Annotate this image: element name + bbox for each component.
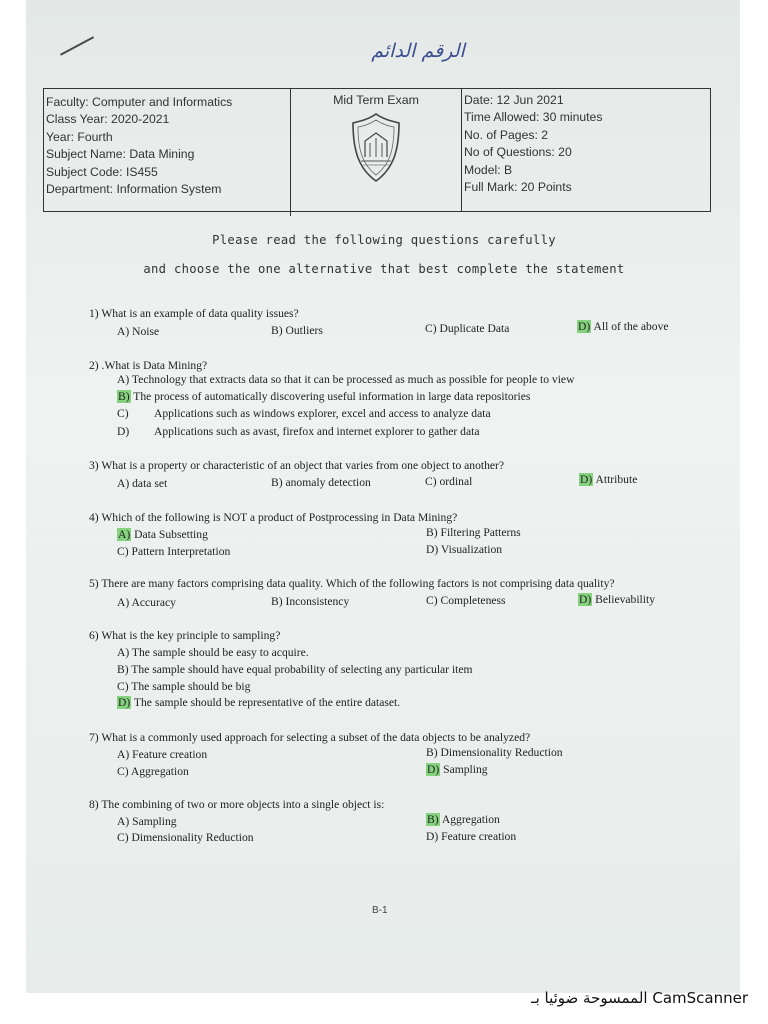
question-2-option-d: D) Applications such as avast, firefox and internet explorer to gather data <box>117 425 480 438</box>
question-8-option-b-answer: B) Aggregation <box>427 813 500 826</box>
header-model: Model: B <box>464 162 513 177</box>
question-3-option-d-answer: D) Attribute <box>580 473 638 486</box>
question-7-option-d-answer: D) Sampling <box>427 763 488 776</box>
question-4-option-d: D) Visualization <box>426 543 503 556</box>
question-3-option-c: C) ordinal <box>425 475 473 488</box>
question-4-option-c: C) Pattern Interpretation <box>117 545 231 558</box>
header-department: Department: Information System <box>46 182 222 197</box>
question-8-option-a: A) Sampling <box>117 815 177 828</box>
question-2-option-b-answer: B) The process of automatically discovering useful information in large data repositories <box>118 390 531 403</box>
exam-title: Mid Term Exam <box>333 93 419 107</box>
question-3-option-a: A) data set <box>117 477 168 490</box>
header-pages: No. of Pages: 2 <box>464 127 549 142</box>
header-time-allowed: Time Allowed: 30 minutes <box>464 110 603 125</box>
header-subject-name: Subject Name: Data Mining <box>46 147 195 162</box>
header-class-year: Class Year: 2020-2021 <box>46 112 170 127</box>
question-2-option-a: A) Technology that extracts data so that it can be processed as much as possible for people to view <box>117 373 575 386</box>
question-6-option-b: B) The sample should have equal probability of selecting any particular item <box>117 663 473 676</box>
question-5-option-b: B) Inconsistency <box>271 595 350 608</box>
question-8-option-d: D) Feature creation <box>426 830 517 843</box>
question-1-option-c: C) Duplicate Data <box>425 322 510 335</box>
question-4-text: 4) Which of the following is NOT a product of Postprocessing in Data Mining? <box>89 511 458 524</box>
header-subject-code: Subject Code: IS455 <box>46 164 158 179</box>
question-7-text: 7) What is a commonly used approach for selecting a subset of the data objects to be analyzed? <box>89 731 531 744</box>
question-6-option-d-answer: D) The sample should be representative of the entire dataset. <box>118 696 401 709</box>
answer-highlight: A) <box>118 528 131 541</box>
page-number: B-1 <box>372 905 388 916</box>
question-1-option-b: B) Outliers <box>271 324 323 337</box>
university-seal-icon <box>339 111 413 185</box>
answer-highlight: D) <box>580 473 593 486</box>
answer-highlight: D) <box>118 696 131 709</box>
question-8-option-c: C) Dimensionality Reduction <box>117 831 254 844</box>
question-5-option-c: C) Completeness <box>426 594 506 607</box>
header-faculty: Faculty: Computer and Informatics <box>46 95 233 109</box>
handwritten-id: الرقم الدائم <box>371 40 465 62</box>
question-2-text: 2) .What is Data Mining? <box>89 359 208 372</box>
answer-highlight: B) <box>427 813 439 826</box>
exam-header-table <box>43 88 711 212</box>
camscanner-watermark: CamScanner الممسوحة ضوئيا بـ <box>531 989 748 1007</box>
question-8-text: 8) The combining of two or more objects into a single object is: <box>89 798 385 811</box>
instructions-line-1: Please read the following questions carefully <box>212 233 556 247</box>
question-5-option-a: A) Accuracy <box>117 596 176 609</box>
question-2-option-c: C) Applications such as windows explorer, excel and access to analyze data <box>117 407 491 420</box>
answer-highlight: D) <box>427 763 440 776</box>
question-3-option-b: B) anomaly detection <box>271 476 371 489</box>
question-7-option-b: B) Dimensionality Reduction <box>426 746 563 759</box>
header-middle <box>291 89 462 211</box>
question-6-option-c: C) The sample should be big <box>117 680 251 693</box>
question-4-option-b: B) Filtering Patterns <box>426 526 521 539</box>
question-6-option-a: A) The sample should be easy to acquire. <box>117 646 309 659</box>
question-5-text: 5) There are many factors comprising data quality. Which of the following factors is not comprising data quality? <box>89 577 615 590</box>
question-7-option-c: C) Aggregation <box>117 765 189 778</box>
question-7-option-a: A) Feature creation <box>117 748 208 761</box>
question-4-option-a-answer: A) Data Subsetting <box>118 528 208 541</box>
header-question-count: No of Questions: 20 <box>464 145 572 160</box>
answer-highlight: B) <box>118 390 130 403</box>
question-1-text: 1) What is an example of data quality issues? <box>89 307 299 320</box>
answer-highlight: D) <box>579 593 592 606</box>
question-1-option-d-answer: D) All of the above <box>578 320 669 333</box>
question-1-option-a: A) Noise <box>117 325 160 338</box>
instructions-line-2: and choose the one alternative that best complete the statement <box>143 262 625 276</box>
question-3-text: 3) What is a property or characteristic of an object that varies from one object to another? <box>89 459 505 472</box>
header-info-right <box>462 89 710 214</box>
header-info-left <box>44 89 291 216</box>
header-full-mark: Full Mark: 20 Points <box>464 180 572 195</box>
header-date: Date: 12 Jun 2021 <box>464 93 564 107</box>
question-5-option-d-answer: D) Believability <box>579 593 656 606</box>
header-year: Year: Fourth <box>46 129 113 144</box>
answer-highlight: D) <box>578 320 591 333</box>
question-6-text: 6) What is the key principle to sampling? <box>89 629 281 642</box>
